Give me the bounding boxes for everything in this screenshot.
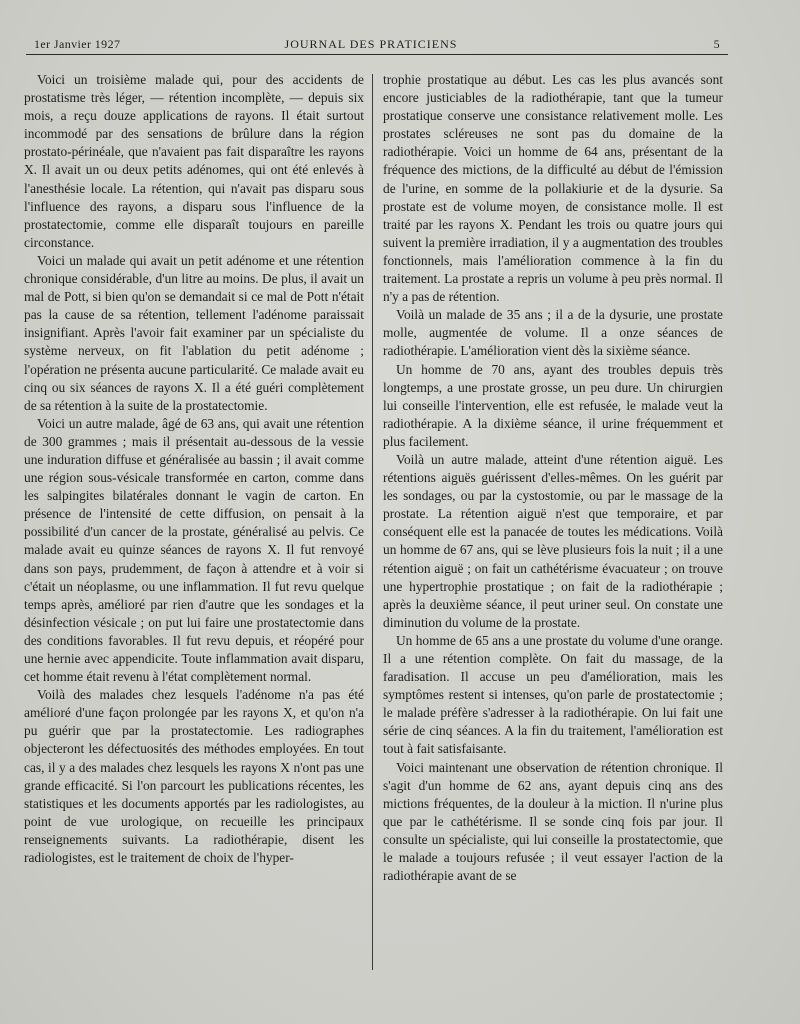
page-number: 5 <box>713 37 720 51</box>
paragraph: Voilà un autre malade, atteint d'une rétention aiguë. Les rétentions aiguës guérissent d'elles-mêmes. On les guérit par les sondages, ou par la cystostomie, ou par le massage de la prostate. La rétention aiguë n'est que temporaire, et par conséquent elle est la panacée de toutes les médications. Voilà un homme de 67 ans, qui se lève plusieurs fois la nuit ; il a une rétention aiguë ; on fait un cathétérisme évacuateur ; on trouve une hypertrophie prostatique ; on fait de la radiothérapie ; après la deuxième séance, il peut uriner seul. On constate une diminution du volume de la prostate. <box>383 451 723 630</box>
paragraph: Voici un autre malade, âgé de 63 ans, qui avait une rétention de 300 grammes ; mais il présentait au-dessous de la vessie une induration diffuse et généralisée au bassin ; il avait comme une région sous-vésicale transformée en carton, comme dans les salpingites bilatérales donnant le vagin de carton. En présence de l'intensité de cette diffusion, on pensait à la possibilité d'un cancer de la prostate, généralisé au pelvis. Ce malade avait eu quinze séances de rayons X. Il fut renvoyé dans son pays, prudemment, de façon à attendre et à voir si c'était un néoplasme, ou une inflammation. Il fut revu quelque temps après, amélioré par rien d'autre que les sondages et la désinfection vésicale ; on put lui faire une prostatectomie dans des conditions favorables. Il fut revu depuis, et réopéré pour une hernie avec appendicite. Toute inflammation avait disparu, cet homme était revenu à l'état complètement normal. <box>24 415 364 685</box>
issue-date: 1er Janvier 1927 <box>34 37 121 51</box>
paragraph: Un homme de 65 ans a une prostate du volume d'une orange. Il a une rétention complète. On fait du massage, de la faradisation. Il accuse un peu d'amélioration, mais les symptômes restent si intenses, qu'on parle de prostatectomie ; le malade préfère s'adresser à la radiothérapie. On lui fait une série de cinq séances. A la fin du traitement, l'amélioration est tout à fait satisfaisante. <box>383 632 723 757</box>
paragraph: Voilà des malades chez lesquels l'adénome n'a pas été amélioré d'une façon prolongée par les rayons X, et qu'on n'a pu guérir que par la prostatectomie. Les radiographes objecteront les défectuosités des méthodes employées. En tout cas, il y a des malades chez lesquels les rayons X n'ont pas une grande efficacité. Si l'on parcourt les publications récentes, les statistiques et les documents apportés par les radiologistes, au point de vue urologique, on recueille les principaux renseignements suivants. La radiothérapie, disent les radiologistes, est le traitement de choix de l'hyper- <box>24 687 364 866</box>
paragraph: Voici maintenant une observation de rétention chronique. Il s'agit d'un homme de 62 ans, ayant depuis cinq ans des mictions fréquentes, de la douleur à la miction. Il n'urine plus que par le cathétérisme. Il se sonde cinq fois par jour. Il consulte un spécialiste, qui lui conseille la prostatectomie, que le malade a toujours refusée ; il veut essayer l'action de la radiothérapie avant de se <box>383 759 723 884</box>
paragraph: trophie prostatique au début. Les cas les plus avancés sont encore justiciables de la radiothérapie, tant que la tumeur prostatique conserve une consistance relativement molle. Les prostates scléreuses ne sont pas du domaine de la radiothérapie. Voici un homme de 64 ans, présentant de la fréquence des mictions, de la difficulté au début de l'émission de l'urine, en somme de la pollakiurie et de la dysurie. Sa prostate est de volume moyen, de consistance molle. Il est traité par les rayons X. Pendant les trois ou quatre jours qui suivent la première irradiation, il y a augmentation des troubles fonctionnels, mais l'amélioration commence à la fin du traitement. La prostate a repris un volume à peu près normal. Il n'y a pas de rétention. <box>383 72 723 305</box>
paragraph: Voici un malade qui avait un petit adénome et une rétention chronique considérable, d'un litre au moins. De plus, il avait un mal de Pott, si bien qu'on se demandait si ce mal de Pott n'était pas la cause de sa rétention, tellement l'adénome paraissait insignifiant. Après l'avoir fait examiner par un spécialiste du système nerveux, on fit l'ablation du petit adénome ; l'opération ne présenta aucune particularité. Ce malade avait eu cinq ou six séances de rayons X. Il a été guéri complètement de sa rétention à la suite de la prostatectomie. <box>24 252 364 413</box>
paragraph: Voilà un malade de 35 ans ; il a de la dysurie, une prostate molle, augmentée de volume. Il a onze séances de radiothérapie. L'amélioration vient dès la sixième séance. <box>383 307 723 359</box>
paragraph: Un homme de 70 ans, ayant des troubles depuis très longtemps, a une prostate grosse, un peu dure. Un chirurgien lui conseille l'intervention, elle est refusée, le malade veut la radiothérapie. A la dixième séance, il urine fréquemment et plus facilement. <box>383 361 723 449</box>
journal-title: JOURNAL DES PRATICIENS <box>284 37 458 51</box>
column-divider <box>372 74 373 970</box>
left-column <box>24 71 364 867</box>
right-column <box>383 71 723 885</box>
paragraph: Voici un troisième malade qui, pour des accidents de prostatisme très léger, — rétention incomplète, — depuis six mois, a reçu douze applications de rayons. Il était surtout incommodé par des sensations de brûlure dans la région prostato-périnéale, que n'avaient pas fait disparaître les rayons X. Il avait un ou deux petits adénomes, qui ont été enlevés à l'anesthésie locale. La rétention, qui n'avait pas disparu sous l'influence des rayons, a disparu sous l'influence de la prostatectomie, comme elle disparaît toujours en pareille circonstance. <box>24 72 364 250</box>
header-rule <box>26 54 728 55</box>
